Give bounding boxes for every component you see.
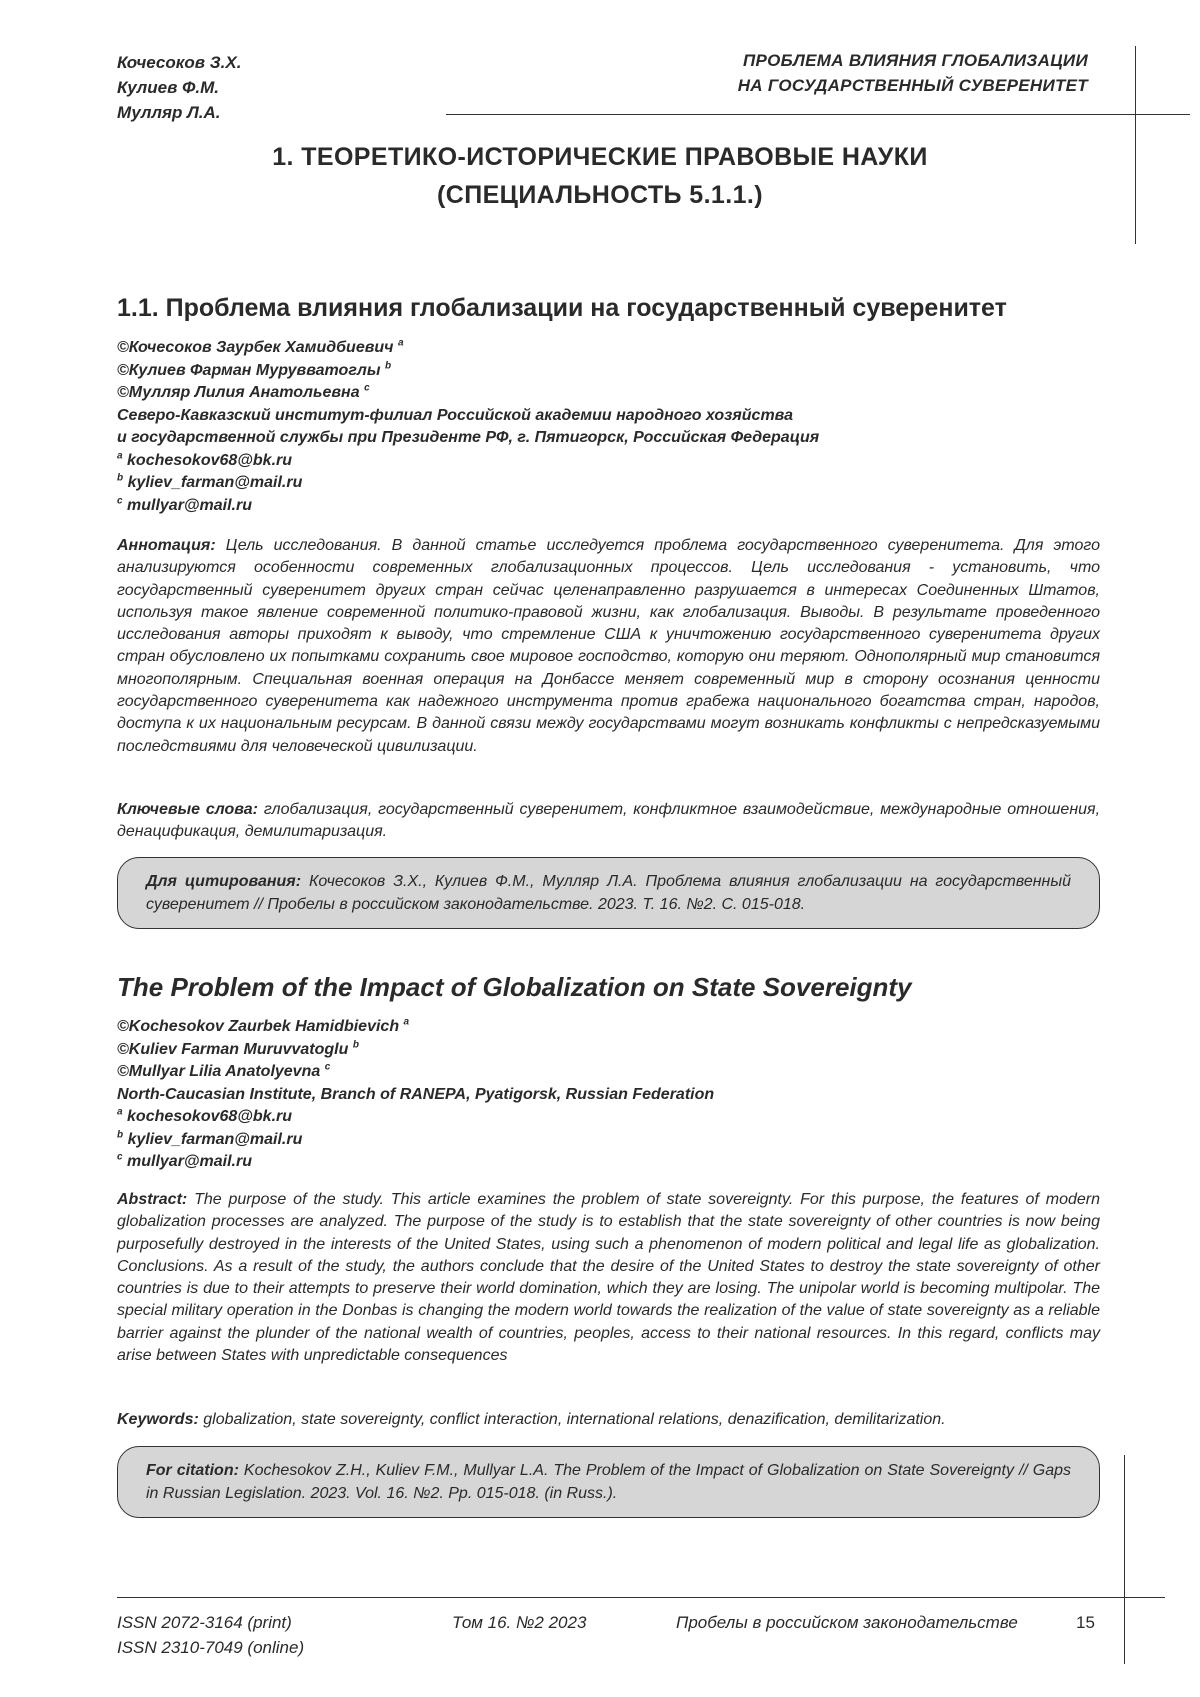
- section-heading-line: 1. ТЕОРЕТИКО-ИСТОРИЧЕСКИЕ ПРАВОВЫЕ НАУКИ: [272, 143, 928, 171]
- abstract-text-ru: Цель исследования. В данной статье исследуется проблема государственного суверенитета. Для этого анализируются особенности современных глобализационных процессов. Цель исследования - установить, что государственный суверенитет других стран сейчас целенаправленно разрушается в интересах Соединенных Штатов, используя такое явление современной политико-правовой жизни, как глобализация. Выводы. В результате проведенного исследования авторы приходят к выводу, что стремление США к уничтожению государственного суверенитета других стран обусловлено их попытками сохранить свое мировое господство, которую они теряют. Однополярный мир становится многополярным. Специальная военная операция на Донбассе меняет современный мир в сторону осознания ценности государственного суверенитета как надежного инструмента против грабежа национального богатства стран, народов, доступа к их национальным ресурсам. В данной связи между государствами могут возникать конфликты с непредсказуемыми последствиями для человеческой цивилизации.: [117, 537, 1100, 755]
- affiliation-ru: Северо-Кавказский институт-филиал Российской академии народного хозяйства: [117, 406, 794, 424]
- citation-label-ru: Для цитирования:: [146, 873, 302, 890]
- citation-box-en: [117, 1446, 1100, 1518]
- author-en: ©Kochesokov Zaurbek Hamidbievich $^a$: [117, 1016, 410, 1035]
- authors-block-ru: [117, 337, 819, 517]
- running-authors: [117, 50, 241, 125]
- email-ru: $^a$ kochesokov68@bk.ru: [117, 450, 293, 469]
- keywords-label-en: Keywords:: [117, 1411, 199, 1428]
- issn-print: ISSN 2072-3164 (print): [117, 1613, 292, 1632]
- running-title: [738, 48, 1088, 98]
- keywords-ru: [117, 799, 1100, 844]
- page-number: 15: [1076, 1613, 1095, 1632]
- author-en: ©Kuliev Farman Muruvvatoglu $^b$: [117, 1039, 359, 1058]
- affiliation-ru: и государственной службы при Президенте РФ, г. Пятигорск, Российская Федерация: [117, 429, 820, 446]
- section-heading-line: (СПЕЦИАЛЬНОСТЬ 5.1.1.): [437, 181, 763, 209]
- header-rule: [446, 114, 1190, 115]
- running-title-line: ПРОБЛЕМА ВЛИЯНИЯ ГЛОБАЛИЗАЦИИ: [742, 51, 1088, 70]
- author-ru: ©Кочесоков Заурбек Хамидбиевич $^a$: [117, 337, 404, 356]
- footer-journal: Пробелы в российском законодательстве: [676, 1613, 1018, 1632]
- abstract-ru: [117, 535, 1100, 758]
- footer-rule: [117, 1597, 1165, 1598]
- email-ru: $^c$ mullyar@mail.ru: [117, 495, 252, 514]
- keywords-text-en: globalization, state sovereignty, conflict interaction, international relations, denazification, demilitarization.: [203, 1411, 946, 1428]
- footer-vertical-rule: [1124, 1455, 1125, 1664]
- author-ru: ©Мулляр Лилия Анатольевна $^c$: [117, 382, 370, 401]
- running-title-line: НА ГОСУДАРСТВЕННЫЙ СУВЕРЕНИТЕТ: [737, 76, 1088, 95]
- issn-online: ISSN 2310-7049 (online): [117, 1638, 305, 1657]
- authors-block-en: [117, 1016, 714, 1174]
- running-author: Кочесоков З.Х.: [117, 53, 242, 72]
- email-en: $^b$ kyliev_farman@mail.ru: [117, 1129, 303, 1148]
- email-en: $^a$ kochesokov68@bk.ru: [117, 1106, 293, 1125]
- abstract-en: [117, 1189, 1100, 1367]
- citation-box-ru: [117, 857, 1100, 929]
- citation-label-en: For citation:: [146, 1462, 239, 1479]
- section-heading: [0, 138, 1200, 214]
- citation-text-en: Kochesokov Z.H., Kuliev F.M., Mullyar L.A. The Problem of the Impact of Globalization on State Sovereignty // Gaps in Russian Legislation. 2023. Vol. 16. №2. Pp. 015-018. (in Russ.).: [146, 1462, 1072, 1502]
- running-author: Мулляр Л.А.: [117, 103, 221, 122]
- affiliation-en: North-Caucasian Institute, Branch of RANEPA, Pyatigorsk, Russian Federation: [117, 1085, 715, 1103]
- email-ru: $^b$ kyliev_farman@mail.ru: [117, 472, 303, 491]
- abstract-label-en: Abstract:: [117, 1191, 188, 1208]
- email-en: $^c$ mullyar@mail.ru: [117, 1151, 252, 1170]
- keywords-label-ru: Ключевые слова:: [117, 801, 258, 818]
- footer-volume: Том 16. №2 2023: [452, 1613, 587, 1632]
- author-ru: ©Кулиев Фарман Мурувватоглы $^b$: [117, 360, 392, 379]
- author-en: ©Mullyar Lilia Anatolyevna $^c$: [117, 1061, 331, 1080]
- keywords-text-ru: глобализация, государственный суверенитет, конфликтное взаимодействие, международные отношения, денацификация, демилитаризация.: [117, 801, 1101, 841]
- abstract-text-en: The purpose of the study. This article examines the problem of state sovereignty. For this purpose, the features of modern globalization processes are analyzed. The purpose of the study is to establish that the state sovereignty of other countries is now being purposefully destroyed in the interests of the United States, using such a phenomenon of modern political and legal life as globalization. Conclusions. As a result of the study, the authors conclude that the desire of the United States to destroy the state sovereignty of other countries is due to their attempts to preserve their world domination, which they are losing. The unipolar world is becoming multipolar. The special military operation in the Donbas is changing the modern world towards the realization of the value of state sovereignty as a reliable barrier against the plunder of the national wealth of countries, peoples, access to their national resources. In this regard, conflicts may arise between States with unpredictable consequences: [117, 1191, 1100, 1365]
- footer-issn: [117, 1610, 304, 1660]
- running-author: Кулиев Ф.М.: [117, 78, 219, 97]
- citation-text-ru: Кочесоков З.Х., Кулиев Ф.М., Мулляр Л.А. Проблема влияния глобализации на государственный суверенитет // Пробелы в российском законодательстве. 2023. Т. 16. №2. С. 015-018.: [146, 873, 1072, 913]
- article-title-ru: 1.1. Проблема влияния глобализации на государственный суверенитет: [117, 294, 1007, 322]
- article-title-en: The Problem of the Impact of Globalization on State Sovereignty: [117, 972, 912, 1002]
- keywords-en: [117, 1409, 1100, 1431]
- abstract-label-ru: Аннотация:: [117, 537, 216, 554]
